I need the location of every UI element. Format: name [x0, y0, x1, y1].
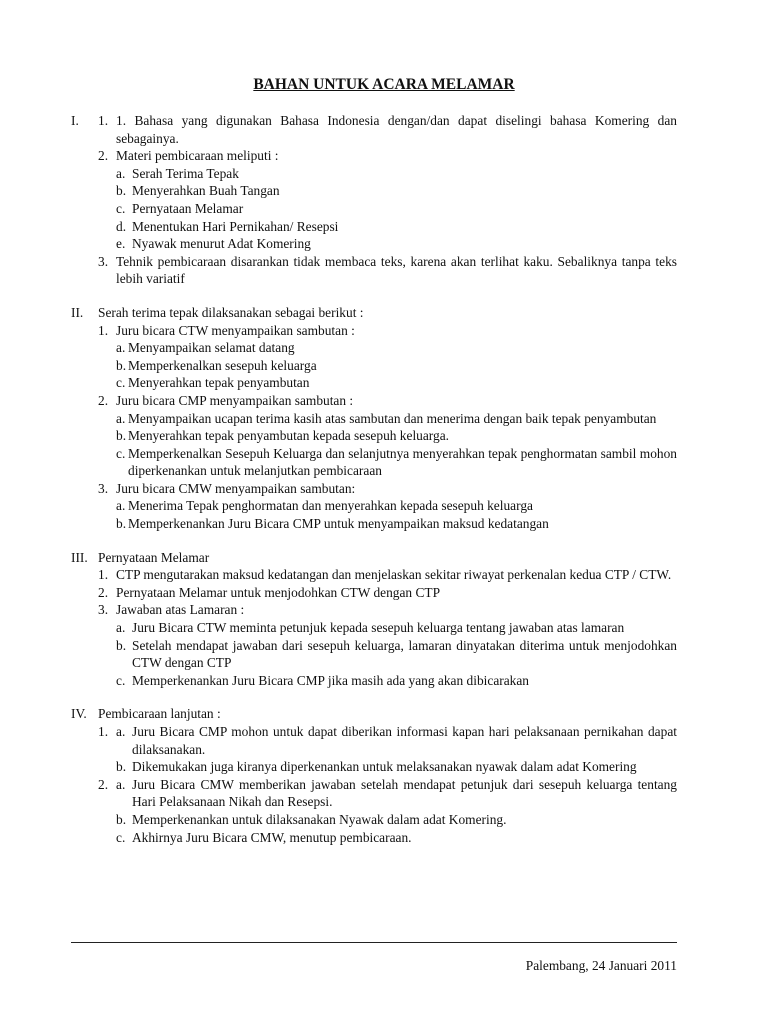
list-item — [98, 584, 677, 602]
sub-item — [98, 427, 677, 445]
sub-item-label: c. — [116, 829, 126, 845]
item-number: 2. — [98, 148, 109, 164]
list-item — [98, 566, 677, 584]
sub-item-label: c. — [116, 200, 126, 216]
sub-item — [98, 182, 677, 200]
sub-item — [98, 410, 677, 428]
sub-item — [98, 619, 677, 637]
item-text: Pernyataan Melamar untuk menjodohkan CTW dengan CTP — [116, 584, 441, 600]
sub-item-label: b. — [116, 759, 127, 775]
section-heading: Serah terima tepak dilaksanakan sebagai berikut : — [98, 304, 364, 320]
section-numeral: I. — [71, 113, 79, 128]
sub-item-text: Menyerahkan Buah Tangan — [132, 183, 280, 199]
sub-item — [98, 515, 677, 533]
item-number — [98, 829, 116, 847]
item-text: Tehnik pembicaraan disarankan tidak membaca teks, karena akan terlihat kaku. Sebaliknya tanpa teks lebih variatif — [116, 253, 677, 287]
item-text: Materi pembicaraan meliputi : — [116, 148, 279, 164]
sub-item — [98, 235, 677, 253]
sub-item-label: e. — [116, 236, 126, 252]
sub-item — [98, 339, 677, 357]
sub-item-text: Menyampaikan ucapan terima kasih atas sambutan dan menerima dengan baik tepak penyambutan — [128, 410, 657, 426]
sub-item — [98, 637, 677, 672]
list-item — [98, 480, 677, 498]
footer-divider — [71, 942, 677, 943]
sub-item — [98, 497, 677, 515]
list-item — [98, 811, 677, 829]
sub-item — [116, 829, 677, 847]
sub-item-text: Pernyataan Melamar — [132, 200, 244, 216]
sub-item-label: b. — [116, 637, 127, 653]
sub-item-label: b. — [116, 811, 127, 827]
sub-item-text: Menyerahkan tepak penyambutan kepada sesepuh keluarga. — [128, 428, 450, 444]
item-number: 2. — [98, 392, 109, 408]
item-number — [98, 811, 116, 829]
section-body — [98, 549, 677, 690]
list-item — [98, 112, 677, 147]
sub-item-label: b. — [116, 516, 127, 532]
section-numeral: III. — [71, 549, 88, 565]
document-body — [71, 112, 677, 846]
sub-item-text: Juru Bicara CMP mohon untuk dapat diberikan informasi kapan hari pelaksanaan pernikahan dapat dilaksanakan. — [132, 724, 677, 757]
list-item — [98, 723, 677, 758]
sub-item — [116, 776, 677, 811]
sub-item-text: Akhirnya Juru Bicara CMW, menutup pembicaraan. — [132, 829, 412, 845]
sub-item-text: Juru Bicara CTW meminta petunjuk kepada sesepuh keluarga tentang jawaban atas lamaran — [132, 620, 625, 636]
sub-item-label: d. — [116, 218, 127, 234]
sub-item — [98, 200, 677, 218]
sub-item-text: Memperkenalkan Sesepuh Keluarga dan selanjutnya menyerahkan tepak penghormatan sambil mohon diperkenankan untuk melanjutkan pembicaraan — [128, 445, 677, 479]
item-text: Juru bicara CMP menyampaikan sambutan : — [116, 392, 354, 408]
sub-item-label: a. — [116, 620, 126, 636]
item-text: CTP mengutarakan maksud kedatangan dan menjelaskan sekitar riwayat perkenalan kedua CTP / CTW. — [116, 567, 672, 583]
sub-item-text: Juru Bicara CMW memberikan jawaban setelah mendapat petunjuk dari sesepuh keluarga tentang Hari Pelaksanaan Nikah dan Resepsi. — [132, 776, 677, 810]
list-item — [98, 253, 677, 288]
list-item — [98, 322, 677, 340]
sub-item — [98, 357, 677, 375]
item-number: 3. — [98, 602, 109, 618]
section-numeral: IV. — [71, 706, 87, 722]
section-heading: Pembicaraan lanjutan : — [98, 706, 221, 722]
sub-item — [98, 165, 677, 183]
section — [71, 304, 677, 533]
sub-item-text: Menyerahkan tepak penyambutan — [128, 375, 310, 391]
list-item — [98, 758, 677, 776]
sub-item-label: a. — [116, 776, 126, 792]
sub-item — [116, 723, 677, 758]
item-number: 1. — [98, 322, 109, 338]
item-number — [98, 758, 116, 776]
sub-item — [98, 218, 677, 236]
section-body — [98, 112, 677, 288]
sub-item-text: Menyampaikan selamat datang — [128, 340, 295, 356]
sub-item-text: Setelah mendapat jawaban dari sesepuh keluarga, lamaran dinyatakan diterima untuk menjodohkan CTW dengan CTP — [132, 637, 677, 671]
sub-item-label: c. — [116, 445, 126, 461]
list-item — [98, 601, 677, 619]
item-text: Jawaban atas Lamaran : — [116, 602, 245, 618]
sub-item-text: Memperkenalkan sesepuh keluarga — [128, 357, 317, 373]
item-text: Juru bicara CMW menyampaikan sambutan: — [116, 480, 356, 496]
item-number: 1. — [98, 724, 109, 739]
sub-item-label: a. — [116, 410, 126, 426]
sub-item-text: Menentukan Hari Pernikahan/ Resepsi — [132, 218, 339, 234]
list-item — [98, 392, 677, 410]
item-number: 1. — [98, 567, 109, 583]
section-body — [98, 304, 677, 533]
sub-item-label: b. — [116, 428, 127, 444]
list-item — [98, 829, 677, 847]
sub-item-label: b. — [116, 357, 127, 373]
sub-item-label: a. — [116, 498, 126, 514]
list-item — [98, 776, 677, 811]
item-text: Juru bicara CTW menyampaikan sambutan : — [116, 322, 355, 338]
item-number: 2. — [98, 776, 109, 792]
sub-item-text: Memperkenankan untuk dilaksanakan Nyawak dalam adat Komering. — [132, 811, 507, 827]
sub-item-text: Memperkenankan Juru Bicara CMP untuk menyampaikan maksud kedatangan — [128, 516, 549, 532]
sub-item — [98, 445, 677, 480]
sub-item-text: Serah Terima Tepak — [132, 165, 239, 181]
sub-item-label: a. — [116, 165, 126, 181]
sub-item — [116, 811, 677, 829]
section-numeral: II. — [71, 304, 84, 320]
sub-item-text: Dikemukakan juga kiranya diperkenankan untuk melaksanakan nyawak dalam adat Komering — [132, 759, 637, 775]
item-number: 3. — [98, 480, 109, 496]
sub-item-text: Menerima Tepak penghormatan dan menyerahkan kepada sesepuh keluarga — [128, 498, 533, 514]
item-number: 1. — [98, 113, 109, 128]
sub-item-label: c. — [116, 375, 126, 391]
list-item — [98, 147, 677, 165]
document-title: BAHAN UNTUK ACARA MELAMAR — [253, 76, 515, 93]
item-number: 2. — [98, 584, 109, 600]
item-number: 3. — [98, 253, 109, 269]
sub-item — [98, 672, 677, 690]
sub-item-text: Memperkenankan Juru Bicara CMP jika masih ada yang akan dibicarakan — [132, 672, 529, 688]
sub-item-label: a. — [116, 724, 126, 739]
section — [71, 112, 677, 288]
footer-date: Palembang, 24 Januari 2011 — [525, 958, 677, 973]
item-text: 1. Bahasa yang digunakan Bahasa Indonesia dengan/dan dapat diselingi bahasa Komering dan sebagainya. — [116, 113, 677, 146]
sub-item-label: a. — [116, 340, 126, 356]
section-body — [98, 705, 677, 846]
sub-item-text: Nyawak menurut Adat Komering — [132, 236, 311, 252]
sub-item — [116, 758, 677, 776]
sub-item-label: b. — [116, 183, 127, 199]
sub-item-label: c. — [116, 672, 126, 688]
sub-item — [98, 374, 677, 392]
section — [71, 549, 677, 690]
section-heading: Pernyataan Melamar — [98, 549, 210, 565]
section — [71, 705, 677, 846]
